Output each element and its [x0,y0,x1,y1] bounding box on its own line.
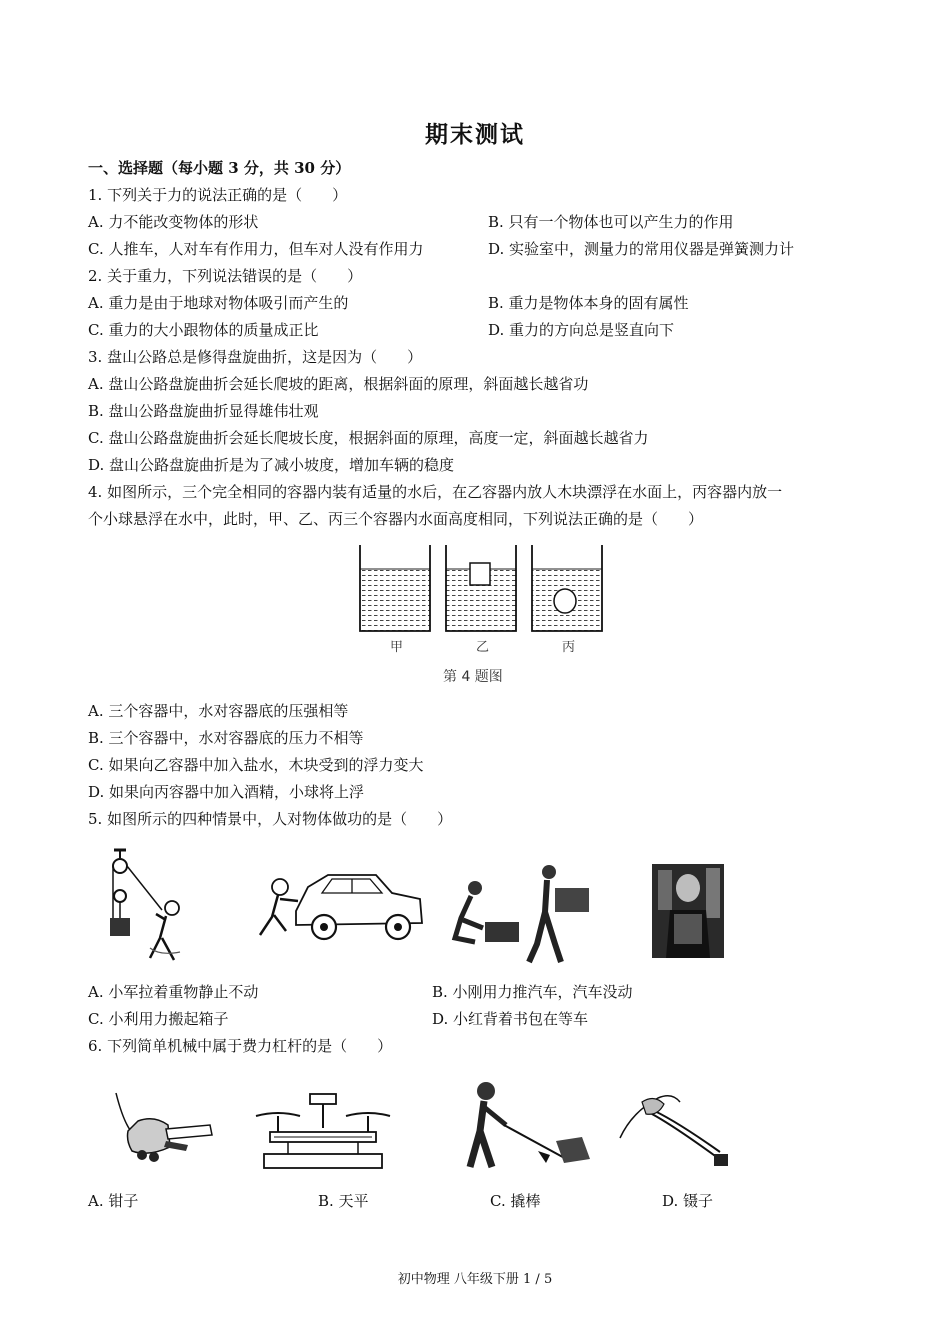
q2-option-c: C. 重力的大小跟物体的质量成正比 [88,321,319,339]
q4-containers-figure [350,543,610,638]
q4-stem-line2: 个小球悬浮在水中，此时，甲、乙、丙三个容器内水面高度相同，下列说法正确的是（ ） [88,510,704,528]
section-heading: 一、选择题（每小题 3 分，共 30 分） [88,159,351,177]
q5-picture-b [250,865,428,945]
q5-stem: 5. 如图所示的四种情景中，人对物体做功的是（ ） [88,810,453,828]
q4-stem-line1: 4. 如图所示，三个完全相同的容器内装有适量的水后，在乙容器内放人木块漂浮在水面上，丙容器内放一 [88,483,783,501]
q6-stem: 6. 下列简单机械中属于费力杠杆的是（ ） [88,1037,393,1055]
q6-picture-pliers [108,1085,218,1170]
q4-option-c: C. 如果向乙容器中加入盐水，木块受到的浮力变大 [88,756,424,774]
q6-option-b: B. 天平 [318,1192,369,1210]
q3-option-a: A. 盘山公路盘旋曲折会延长爬坡的距离，根据斜面的原理，斜面越长越省功 [88,375,589,393]
q5-option-c: C. 小利用力搬起箱子 [88,1010,229,1028]
q4-figure-caption: 第 4 题图 [443,669,503,685]
q4-option-b: B. 三个容器中，水对容器底的压力不相等 [88,729,364,747]
q4-option-d: D. 如果向丙容器中加入酒精，小球将上浮 [88,783,365,801]
q6-picture-tweezers [612,1088,737,1173]
ball [554,589,576,613]
q5-picture-c [445,858,610,966]
q3-stem: 3. 盘山公路总是修得盘旋曲折，这是因为（ ） [88,348,423,366]
q2-option-a: A. 重力是由于地球对物体吸引而产生的 [88,294,349,312]
q1-option-a: A. 力不能改变物体的形状 [88,213,259,231]
q6-option-c: C. 撬棒 [490,1192,541,1210]
q4-label-yi: 乙 [476,640,490,655]
q3-option-b: B. 盘山公路盘旋曲折显得雄伟壮观 [88,402,319,420]
q6-option-d: D. 镊子 [662,1192,714,1210]
q6-picture-balance [248,1088,398,1176]
q4-option-a: A. 三个容器中，水对容器底的压强相等 [88,702,349,720]
q3-option-c: C. 盘山公路盘旋曲折会延长爬坡长度，根据斜面的原理，高度一定，斜面越长越省力 [88,429,649,447]
q5-option-d: D. 小红背着书包在等车 [432,1010,589,1028]
q5-picture-a [100,848,200,970]
q1-stem: 1. 下列关于力的说法正确的是（ ） [88,186,348,204]
q5-picture-d [652,864,724,958]
q6-option-a: A. 钳子 [88,1192,139,1210]
q2-stem: 2. 关于重力，下列说法错误的是（ ） [88,267,363,285]
q6-picture-crowbar [458,1075,598,1173]
q1-option-d: D. 实验室中，测量力的常用仪器是弹簧测力计 [488,240,795,258]
q4-label-jia: 甲 [390,640,404,655]
container-jia [360,545,430,631]
q1-option-b: B. 只有一个物体也可以产生力的作用 [488,213,734,231]
q2-option-d: D. 重力的方向总是竖直向下 [488,321,675,339]
wood-block [470,563,490,585]
q4-label-bing: 丙 [562,640,576,655]
q5-option-a: A. 小军拉着重物静止不动 [88,983,259,1001]
q1-option-c: C. 人推车，人对车有作用力，但车对人没有作用力 [88,240,424,258]
container-yi [446,545,516,631]
page-footer: 初中物理 八年级下册 1 / 5 [397,1272,553,1287]
page-title: 期末测试 [425,121,525,148]
q2-option-b: B. 重力是物体本身的固有属性 [488,294,689,312]
container-bing [532,545,602,631]
q5-option-b: B. 小刚用力推汽车，汽车没动 [432,983,633,1001]
q3-option-d: D. 盘山公路盘旋曲折是为了减小坡度，增加车辆的稳度 [88,456,455,474]
